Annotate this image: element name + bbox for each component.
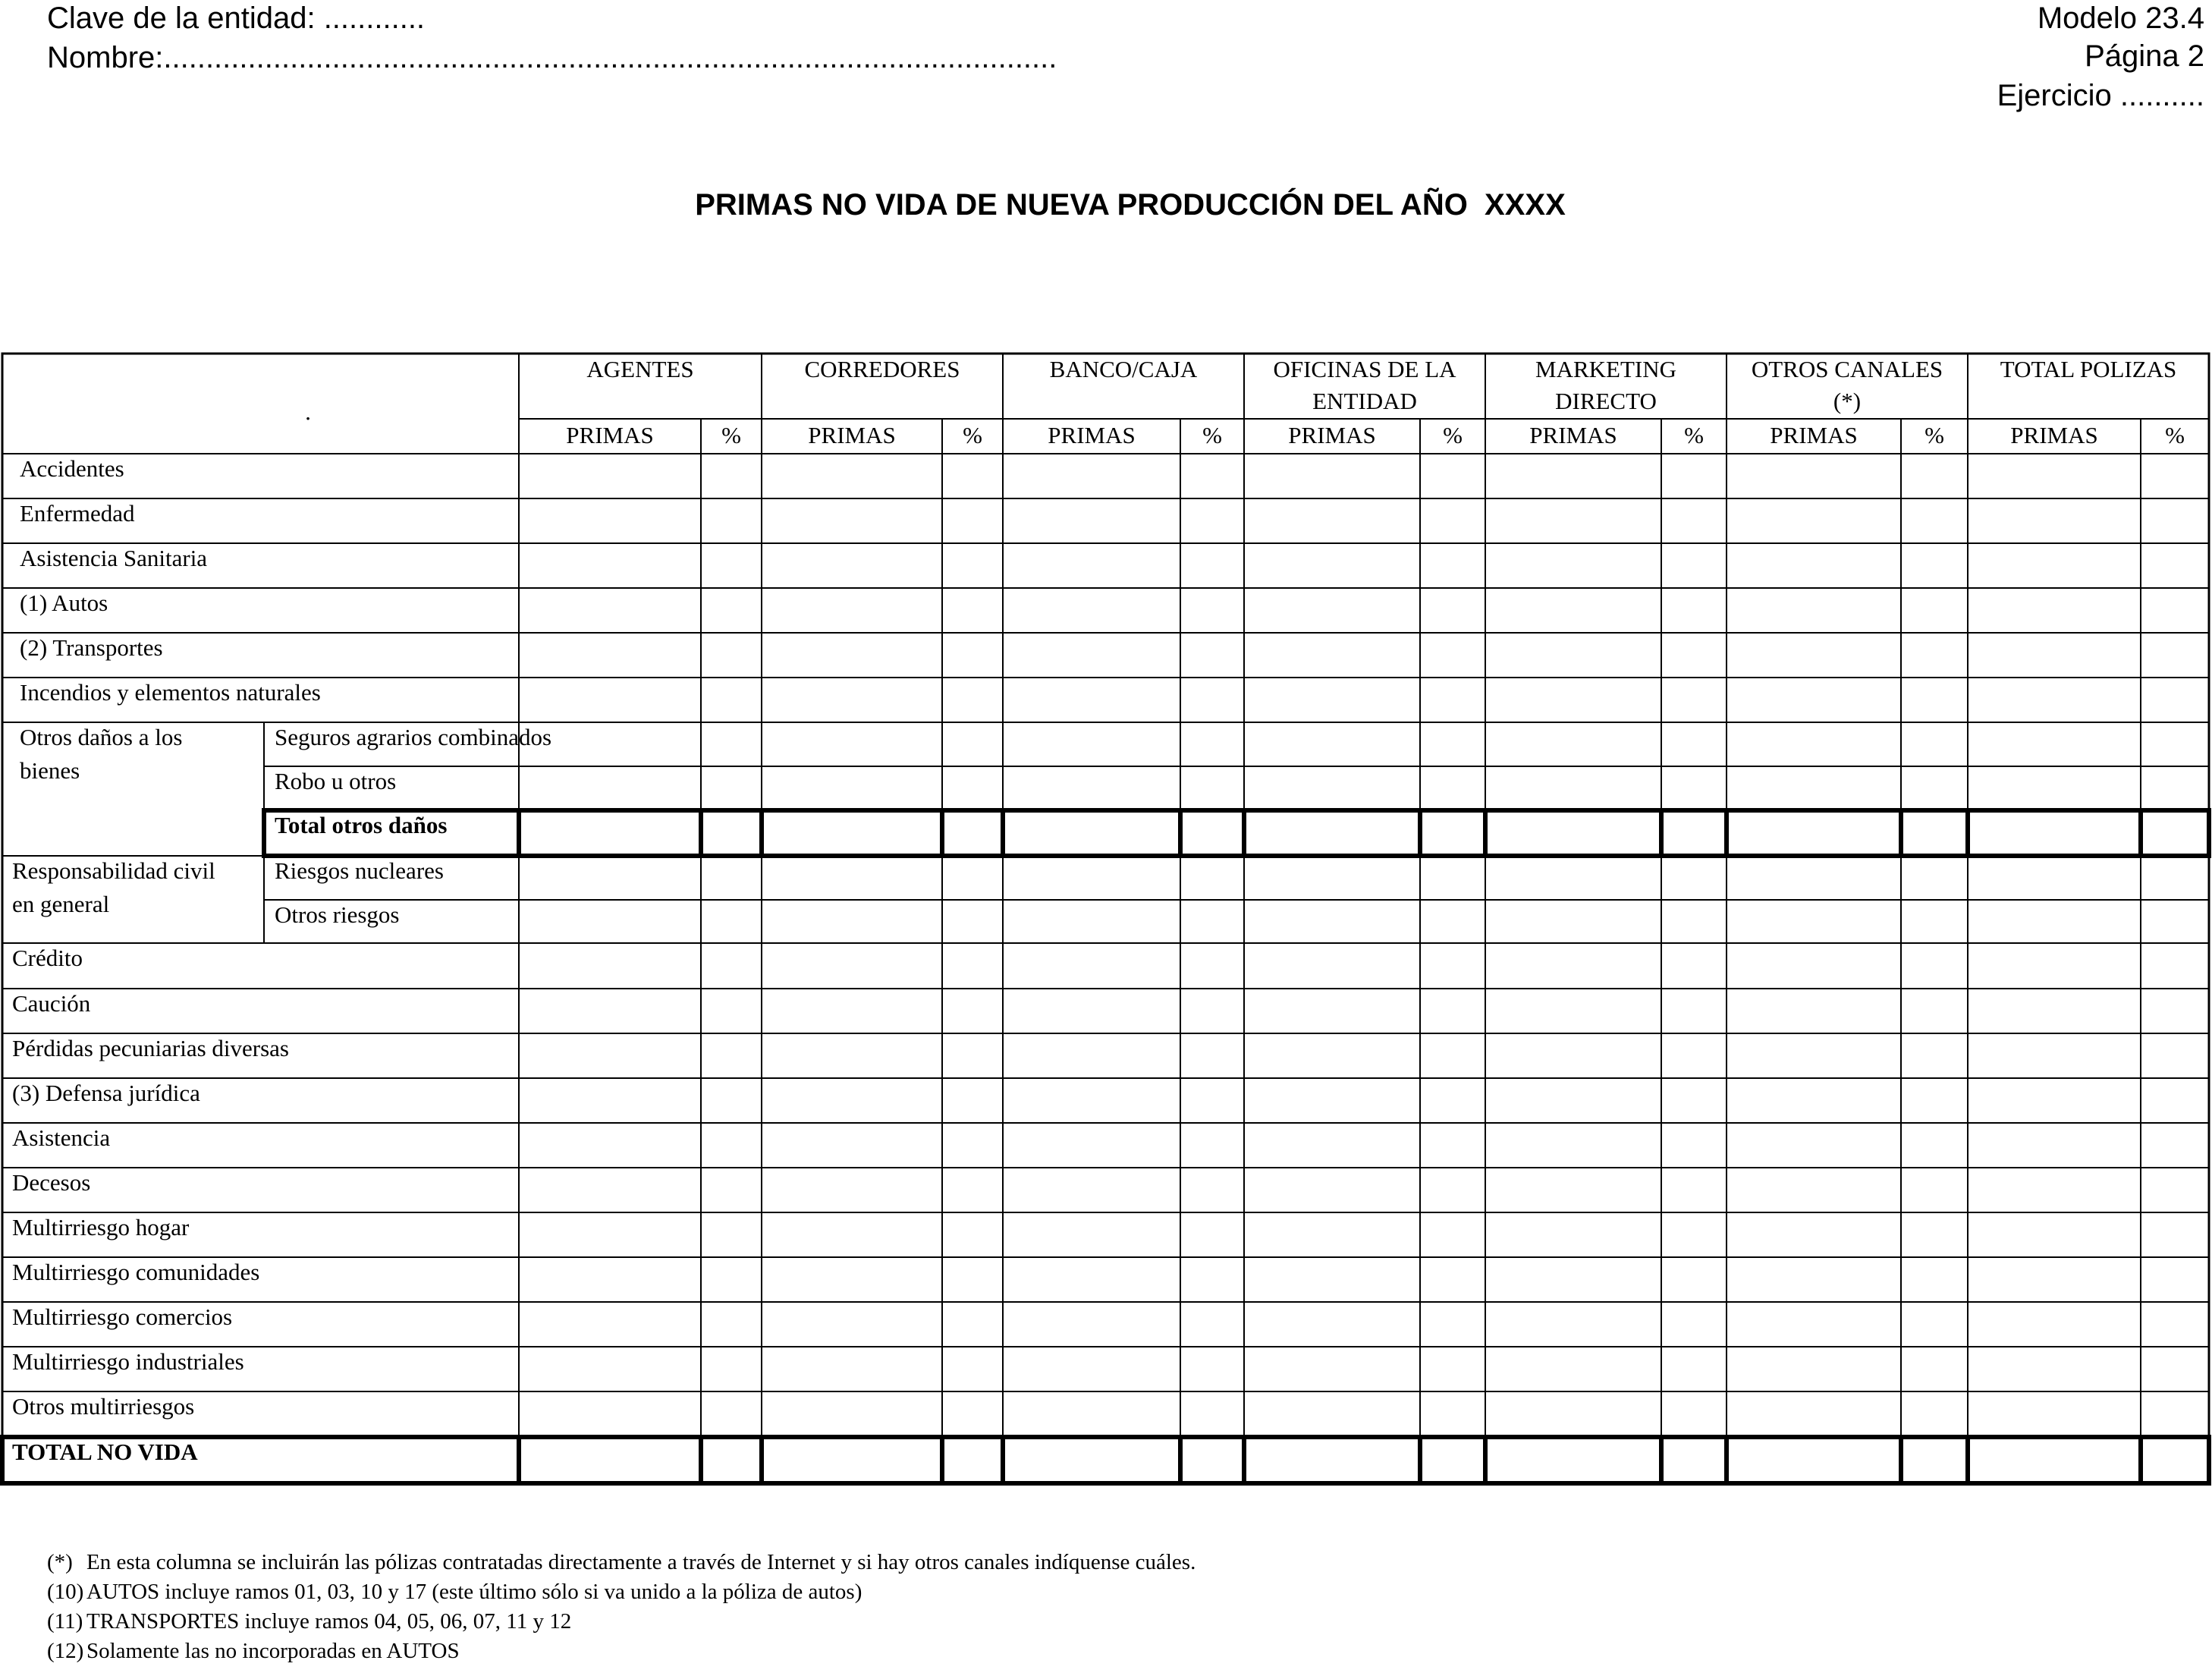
channel-header: AGENTES [586, 356, 694, 382]
footnotes [47, 1548, 1196, 1666]
row-label: Otros riesgos [275, 901, 400, 928]
row-label: Multirriesgo comunidades [12, 1259, 260, 1285]
footnote-key: (10) [47, 1580, 84, 1604]
footnote [47, 1548, 1196, 1577]
row-label: Otros multirriesgos [12, 1393, 195, 1420]
footnote-text: AUTOS incluye ramos 01, 03, 10 y 17 (este último sólo si va unido a la póliza de autos) [86, 1580, 862, 1604]
footnote-text: TRANSPORTES incluye ramos 04, 05, 06, 07, 11 y 12 [86, 1609, 572, 1634]
footnote [47, 1637, 1196, 1666]
channel-header: (*) [1833, 388, 1862, 414]
group-label: Responsabilidad civil [12, 857, 215, 884]
pct-subheader: % [2165, 422, 2185, 448]
primas-subheader: PRIMAS [808, 422, 896, 448]
row-label: Robo u otros [275, 768, 397, 794]
row-label: Enfermedad [20, 500, 135, 527]
row-label: TOTAL NO VIDA [12, 1439, 198, 1465]
channel-header: BANCO/CAJA [1049, 356, 1198, 382]
channel-header: OTROS CANALES [1751, 356, 1943, 382]
nombre-field: Nombre:.......................................................................................................... [47, 41, 1057, 74]
total-row-frame [2, 1437, 2209, 1483]
stray-mark: · [303, 405, 313, 432]
pct-subheader: % [963, 422, 982, 448]
primas-subheader: PRIMAS [1529, 422, 1617, 448]
footnote-text: En esta columna se incluirán las pólizas contratadas directamente a través de Internet y si hay otros canales indíquense cuáles. [86, 1550, 1196, 1574]
row-label: (1) Autos [20, 590, 108, 616]
row-label: Multirriesgo hogar [12, 1214, 190, 1240]
row-label: Seguros agrarios combinados [275, 724, 552, 750]
pct-subheader: % [721, 422, 741, 448]
pct-subheader: % [1443, 422, 1463, 448]
clave-entidad-field: Clave de la entidad: ............ [47, 2, 426, 35]
channel-header: DIRECTO [1555, 388, 1657, 414]
pct-subheader: % [1202, 422, 1222, 448]
pct-subheader: % [1925, 422, 1944, 448]
row-label: Multirriesgo industriales [12, 1348, 244, 1375]
row-label: Decesos [12, 1169, 91, 1196]
total-row-frame [264, 810, 2209, 856]
footnote-key: (11) [47, 1609, 83, 1634]
row-label: Multirriesgo comercios [12, 1303, 233, 1330]
row-label: Caución [12, 990, 91, 1017]
page-title: PRIMAS NO VIDA DE NUEVA PRODUCCIÓN DEL AÑO XXXX [695, 188, 1566, 222]
channel-header: MARKETING [1535, 356, 1676, 382]
group-label: bienes [20, 757, 80, 784]
row-label: Total otros daños [275, 812, 448, 838]
row-label: Incendios y elementos naturales [20, 679, 321, 706]
row-label: (3) Defensa jurídica [12, 1080, 200, 1106]
channel-header: CORREDORES [804, 356, 960, 382]
footnote [47, 1607, 1196, 1637]
row-label: Asistencia Sanitaria [20, 545, 208, 571]
row-label: (2) Transportes [20, 634, 163, 661]
ejercicio-field: Ejercicio .......... [1997, 79, 2204, 112]
row-label: Pérdidas pecuniarias diversas [12, 1035, 289, 1061]
row-label: Asistencia [12, 1124, 111, 1151]
channel-header: ENTIDAD [1312, 388, 1417, 414]
page-number: Página 2 [2085, 39, 2204, 73]
primas-subheader: PRIMAS [1288, 422, 1376, 448]
footnote-text: Solamente las no incorporadas en AUTOS [86, 1639, 460, 1663]
primas-subheader: PRIMAS [1048, 422, 1136, 448]
footnote-key: (*) [47, 1550, 73, 1574]
modelo-label: Modelo 23.4 [2037, 2, 2204, 35]
primas-subheader: PRIMAS [566, 422, 654, 448]
group-label: en general [12, 891, 110, 917]
footnote-key: (12) [47, 1639, 84, 1663]
row-label: Crédito [12, 945, 83, 971]
channel-header: TOTAL POLIZAS [2000, 356, 2177, 382]
channel-header: OFICINAS DE LA [1273, 356, 1456, 382]
row-label: Accidentes [20, 455, 124, 482]
primas-subheader: PRIMAS [1770, 422, 1858, 448]
footnote [47, 1577, 1196, 1607]
group-label: Otros daños a los [20, 724, 183, 750]
pct-subheader: % [1684, 422, 1704, 448]
primas-subheader: PRIMAS [2010, 422, 2098, 448]
row-label: Riesgos nucleares [275, 857, 444, 884]
